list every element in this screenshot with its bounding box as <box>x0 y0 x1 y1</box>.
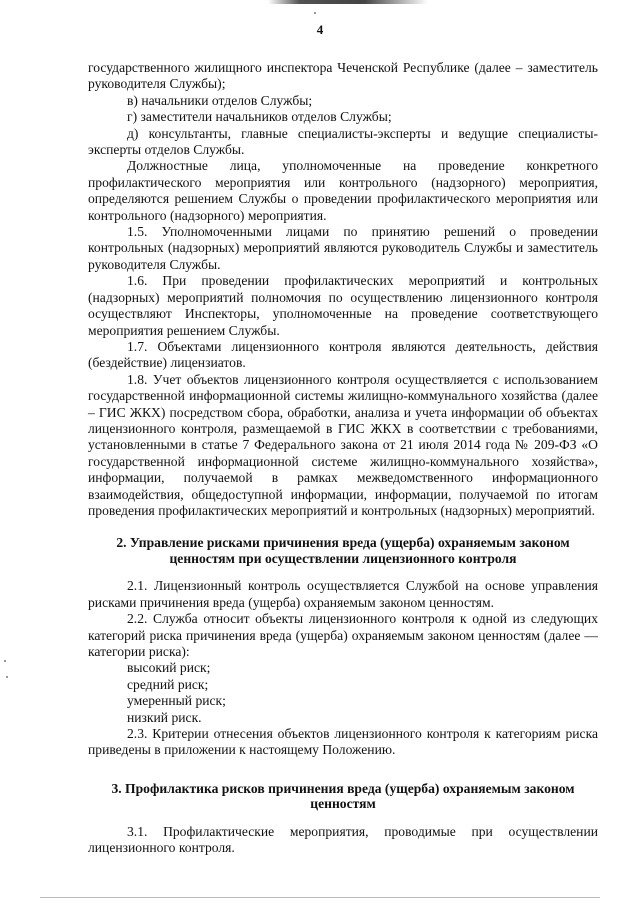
scan-speck <box>314 12 316 14</box>
paragraph-3-1: 3.1. Профилактические мероприятия, проводимые при осуществлении лицензионного контроля. <box>88 823 598 856</box>
list-item: в) начальники отделов Службы; <box>127 92 313 108</box>
section-2-heading: 2. Управление рисками причинения вреда (ущерба) охраняемым законом ценностям при осуществлении лицензионного контроля <box>116 535 570 566</box>
section-3-heading: 3. Профилактика рисков причинения вреда (ущерба) охраняемым законом ценностям <box>111 780 575 812</box>
scan-artifact-top <box>268 0 428 4</box>
paragraph-2-3: 2.3. Критерии отнесения объектов лицензионного контроля к категориям риска приведены в приложении к настоящему Положению. <box>88 726 598 758</box>
paragraph-2-1: 2.1. Лицензионный контроль осуществляется Службой на основе управления рисками причинения вреда (ущерба) охраняемым законом ценностям. <box>88 578 598 610</box>
list-item: д) консультанты, главные специалисты-эксперты и ведущие специалисты-эксперты отделов Службы. <box>88 125 598 158</box>
paragraph-1-5: 1.5. Уполномоченными лицами по принятию решений о проведении контрольных (надзорных) мероприятий являются руководитель Службы и заместитель руководителя Службы. <box>88 224 598 272</box>
risk-category-item: высокий риск; <box>127 660 211 676</box>
paragraph-1-6: 1.6. При проведении профилактических мероприятий и контрольных (надзорных) мероприятий полномочия по осуществлению лицензионного контроля осуществляют Инспекторы, уполномоченные на проведение соответствующего мероприятия решением Службы. <box>88 273 598 338</box>
paragraph-1-8: 1.8. Учет объектов лицензионного контроля осуществляется с использованием государственной информационной системы жилищно-коммунального хозяйства (далее – ГИС ЖКХ) посредством сбора, обработки, анализа и учета информации об объектах лицензионного контроля, размещаемой в ГИС ЖКХ в соответствии с требованиями, установленными в статье 7 Федерального закона от 21 июля 2014 года № 209-ФЗ «О государственной информационной системе жилищно-коммунального хозяйства», информации, получаемой в рамках межведомственного информационного взаимодействия, общедоступной информации, информации, получаемой по итогам проведения профилактических мероприятий и контрольных (надзорных) мероприятий. <box>88 371 598 518</box>
paragraph: Должностные лица, уполномоченные на проведение конкретного профилактического мероприятия или контрольного (надзорного) мероприятия, определяются решением Службы о проведении профилактического мероприятия или контрольного (надзорного) мероприятия. <box>88 158 598 223</box>
scan-speck <box>4 660 6 662</box>
risk-category-item: низкий риск. <box>127 709 202 725</box>
document-body <box>88 60 598 857</box>
risk-category-item: умеренный риск; <box>127 693 226 709</box>
scan-speck <box>6 676 8 678</box>
list-item: г) заместители начальников отделов Службы; <box>127 109 392 125</box>
page-number: 4 <box>316 22 324 37</box>
paragraph: государственного жилищного инспектора Чеченской Республике (далее – заместитель руководителя Службы); <box>88 60 598 92</box>
scan-artifact-bottom <box>40 897 600 898</box>
risk-category-item: средний риск; <box>127 676 209 692</box>
paragraph-1-7: 1.7. Объектами лицензионного контроля являются деятельность, действия (бездействие) лицензиатов. <box>88 338 598 371</box>
paragraph-2-2: 2.2. Служба относит объекты лицензионного контроля к одной из следующих категорий риска причинения вреда (ущерба) охраняемым законом ценностям (далее — категории риска): <box>88 611 598 659</box>
